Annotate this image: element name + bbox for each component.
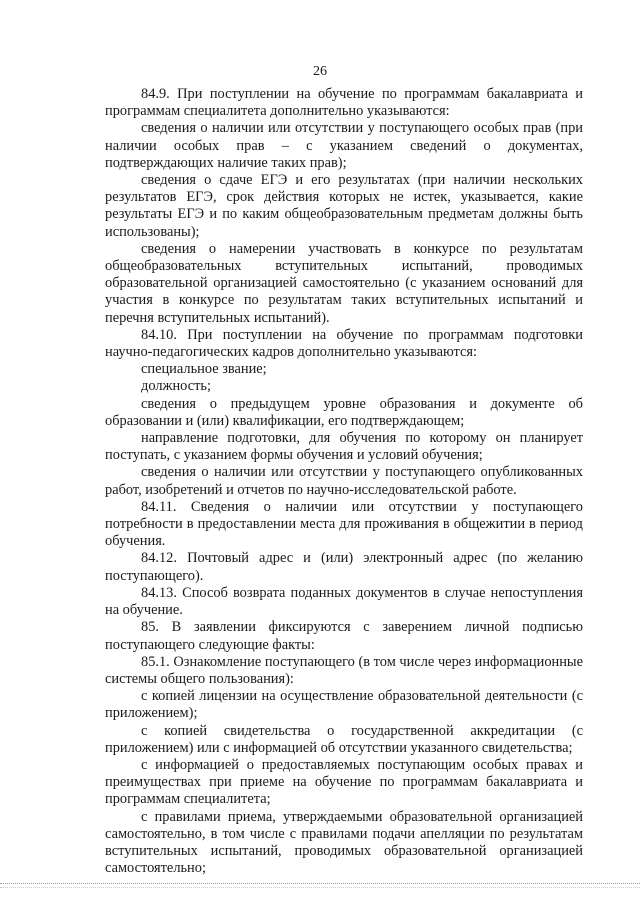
paragraph-license-copy: с копией лицензии на осуществление образовательной деятельности (с приложением);: [105, 688, 583, 722]
page-number: 26: [313, 64, 327, 79]
paragraph-admission-rules: с правилами приема, утверждаемыми образовательной организацией самостоятельно, в том числе с правилами подачи апелляции по результатам вступительных испытаний, проводимых образовательной организацией самостоятельно;: [105, 808, 583, 877]
paragraph-training-direction: направление подготовки, для обучения по которому он планирует поступать, с указанием формы обучения и условий обучения;: [105, 430, 583, 464]
paragraph-special-rights-info: с информацией о предоставляемых поступающим особых правах и преимуществах при приеме на обучение по программам бакалавриата и программам специалитета;: [105, 756, 583, 808]
scan-edge-line: [0, 883, 640, 884]
paragraph-84-11: 84.11. Сведения о наличии или отсутствии у поступающего потребности в предоставлении места для проживания в общежитии в период обучения.: [105, 498, 583, 550]
paragraph-84-13: 84.13. Способ возврата поданных документов в случае непоступления на обучение.: [105, 584, 583, 619]
paragraph-previous-education: сведения о предыдущем уровне образования и документе об образовании и (или) квалификации, его подтверждающем;: [105, 395, 583, 429]
paragraph-accreditation-copy: с копией свидетельства о государственной аккредитации (с приложением) или с информацией об отсутствии указанного свидетельства;: [105, 722, 583, 756]
paragraph-84-10: 84.10. При поступлении на обучение по программам подготовки научно-педагогических кадров дополнительно указываются:: [105, 326, 583, 361]
paragraph-special-title: специальное звание;: [141, 361, 267, 378]
paragraph-85-1: 85.1. Ознакомление поступающего (в том числе через информационные системы общего пользования):: [105, 653, 583, 687]
document-body: [105, 86, 583, 877]
paragraph-ege-results: сведения о сдаче ЕГЭ и его результатах (при наличии нескольких результатов ЕГЭ, срок действия которых не истек, указывается, какие результаты ЕГЭ и по каким общеобразовательным предметам должны быть использованы);: [105, 172, 583, 240]
paragraph-publications: сведения о наличии или отсутствии у поступающего опубликованных работ, изобретений и отчетов по научно-исследовательской работе.: [105, 464, 583, 498]
scan-edge-line-secondary: [0, 887, 640, 888]
paragraph-special-rights: сведения о наличии или отсутствии у поступающего особых прав (при наличии особых прав – с указанием сведений о документах, подтверждающих наличие таких прав);: [105, 120, 583, 171]
paragraph-85: 85. В заявлении фиксируются с заверением личной подписью поступающего следующие факты:: [105, 619, 583, 653]
paragraph-84-9: 84.9. При поступлении на обучение по программам бакалавриата и программам специалитета дополнительно указываются:: [105, 86, 583, 120]
paragraph-84-12: 84.12. Почтовый адрес и (или) электронный адрес (по желанию поступающего).: [105, 550, 583, 584]
paragraph-competition-intent: сведения о намерении участвовать в конкурсе по результатам общеобразовательных вступительных испытаний, проводимых образовательной организацией самостоятельно (с указанием оснований для участия в конкурсе по результатам таких вступительных испытаний и перечня вступительных испытаний).: [105, 240, 583, 326]
paragraph-position: должность;: [141, 378, 211, 395]
